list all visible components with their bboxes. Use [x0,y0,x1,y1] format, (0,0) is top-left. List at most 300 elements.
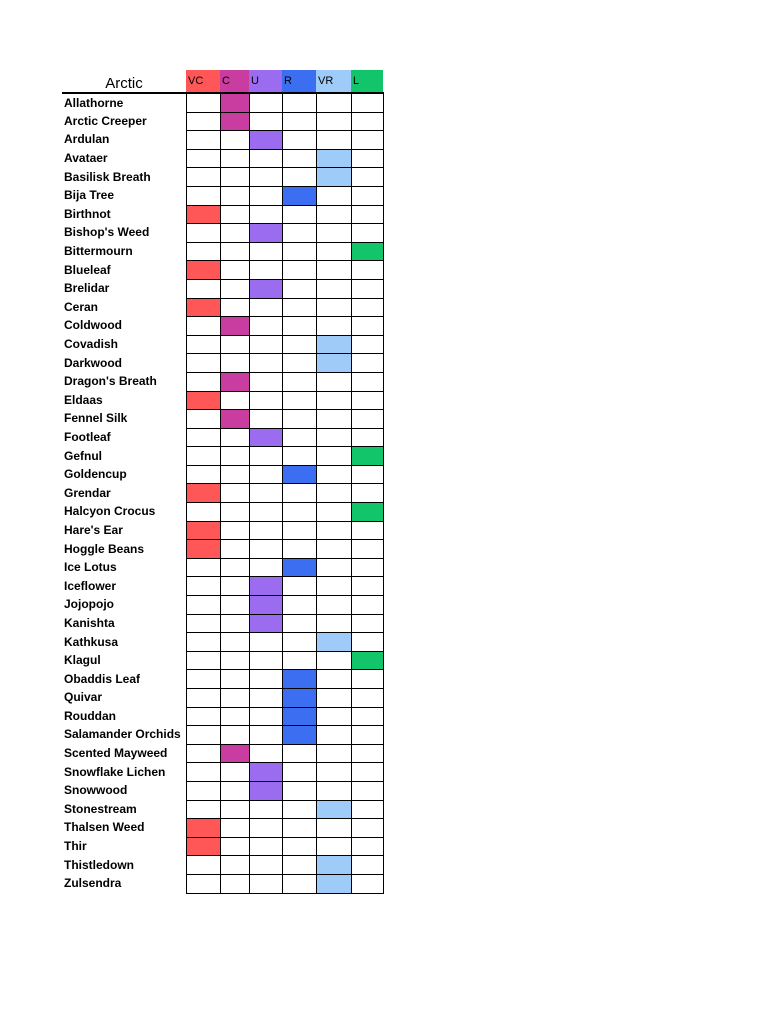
rarity-cell-c [220,521,249,540]
rarity-cell-vc [186,149,220,168]
column-header-c: C [220,70,249,93]
rarity-cell-vr [316,651,351,670]
rarity-cell-vc [186,819,220,838]
rarity-cell-l [351,577,383,596]
rarity-cell-c [220,224,249,243]
rarity-cell-l [351,279,383,298]
rarity-cell-vc [186,354,220,373]
rarity-cell-vc [186,168,220,187]
table-row [62,317,383,336]
rarity-cell-l [351,391,383,410]
rarity-cell-r [282,149,316,168]
header-row [62,70,383,93]
rarity-cell-c [220,837,249,856]
rarity-cell-c [220,763,249,782]
rarity-cell-u [249,874,282,893]
table-row [62,484,383,503]
rarity-cell-r [282,874,316,893]
rarity-cell-r [282,726,316,745]
table-row [62,205,383,224]
rarity-cell-c [220,726,249,745]
rarity-cell-c [220,410,249,429]
rarity-cell-l [351,763,383,782]
rarity-cell-u [249,577,282,596]
rarity-sheet [62,70,384,894]
rarity-cell-c [220,707,249,726]
plant-name: Basilisk Breath [64,169,151,184]
rarity-cell-vr [316,428,351,447]
plant-name: Darkwood [64,355,123,370]
rarity-cell-vc [186,744,220,763]
rarity-cell-r [282,261,316,280]
rarity-cell-c [220,391,249,410]
rarity-cell-vr [316,372,351,391]
rarity-cell-vr [316,577,351,596]
rarity-cell-vr [316,614,351,633]
rarity-cell-c [220,261,249,280]
rarity-cell-l [351,354,383,373]
rarity-cell-vr [316,874,351,893]
rarity-cell-c [220,428,249,447]
rarity-cell-vc [186,521,220,540]
table-row [62,558,383,577]
rarity-cell-l [351,837,383,856]
rarity-cell-c [220,242,249,261]
plant-name: Brelidar [64,281,110,296]
rarity-cell-l [351,670,383,689]
rarity-cell-u [249,800,282,819]
rarity-cell-vc [186,131,220,150]
rarity-cell-l [351,800,383,819]
rarity-cell-l [351,540,383,559]
rarity-cell-c [220,112,249,131]
rarity-cell-c [220,540,249,559]
rarity-cell-r [282,131,316,150]
plant-name: Ice Lotus [64,560,117,575]
table-row [62,726,383,745]
rarity-cell-c [220,298,249,317]
rarity-cell-l [351,689,383,708]
table-row [62,837,383,856]
rarity-cell-r [282,242,316,261]
rarity-cell-r [282,856,316,875]
rarity-cell-vc [186,726,220,745]
table-row [62,465,383,484]
plant-name: Kanishta [64,615,115,630]
rarity-table [62,70,384,894]
rarity-cell-vr [316,317,351,336]
table-row [62,577,383,596]
rarity-cell-vc [186,558,220,577]
plant-name: Bishop's Weed [64,225,150,240]
plant-name: Ceran [64,299,99,314]
rarity-cell-l [351,819,383,838]
rarity-cell-vc [186,856,220,875]
rarity-cell-vc [186,689,220,708]
rarity-cell-u [249,689,282,708]
table-row [62,651,383,670]
rarity-cell-l [351,112,383,131]
plant-rows [62,93,383,893]
plant-name: Salamander Orchids [64,727,181,742]
rarity-cell-c [220,186,249,205]
rarity-cell-vc [186,93,220,112]
rarity-cell-vc [186,186,220,205]
rarity-cell-r [282,670,316,689]
rarity-cell-vr [316,558,351,577]
table-row [62,186,383,205]
rarity-cell-u [249,317,282,336]
plant-name: Blueleaf [64,262,111,277]
rarity-cell-r [282,93,316,112]
column-header-u: U [249,70,282,93]
table-row [62,744,383,763]
plant-name: Obaddis Leaf [64,671,141,686]
rarity-cell-l [351,372,383,391]
rarity-cell-u [249,763,282,782]
rarity-cell-vr [316,465,351,484]
plant-name: Goldencup [64,467,127,482]
rarity-cell-u [249,465,282,484]
rarity-cell-vr [316,744,351,763]
plant-name: Thistledown [64,857,134,872]
rarity-cell-u [249,521,282,540]
rarity-cell-vc [186,837,220,856]
rarity-cell-r [282,428,316,447]
rarity-cell-u [249,372,282,391]
rarity-cell-vr [316,224,351,243]
rarity-cell-vc [186,614,220,633]
rarity-cell-l [351,149,383,168]
rarity-cell-r [282,317,316,336]
plant-name: Scented Mayweed [64,746,168,761]
rarity-cell-l [351,633,383,652]
rarity-cell-vc [186,707,220,726]
rarity-cell-vr [316,707,351,726]
rarity-cell-vc [186,298,220,317]
rarity-cell-c [220,856,249,875]
rarity-cell-r [282,410,316,429]
plant-name: Halcyon Crocus [64,504,156,519]
table-row [62,410,383,429]
rarity-cell-c [220,819,249,838]
table-row [62,447,383,466]
plant-name: Jojopojo [64,597,114,612]
table-row [62,633,383,652]
rarity-cell-r [282,596,316,615]
rarity-cell-u [249,651,282,670]
plant-name: Ardulan [64,132,110,147]
rarity-cell-l [351,224,383,243]
rarity-cell-r [282,168,316,187]
rarity-cell-vc [186,781,220,800]
rarity-cell-r [282,335,316,354]
rarity-cell-vr [316,670,351,689]
plant-name: Arctic Creeper [64,113,147,128]
table-row [62,428,383,447]
rarity-cell-r [282,558,316,577]
rarity-cell-c [220,447,249,466]
rarity-cell-vr [316,837,351,856]
rarity-cell-u [249,540,282,559]
rarity-cell-c [220,317,249,336]
rarity-cell-u [249,93,282,112]
rarity-cell-vr [316,335,351,354]
rarity-cell-vr [316,484,351,503]
rarity-cell-r [282,837,316,856]
sheet-title: Arctic [62,70,186,93]
rarity-cell-u [249,186,282,205]
rarity-cell-c [220,205,249,224]
plant-name: Kathkusa [64,634,119,649]
rarity-cell-vr [316,503,351,522]
rarity-cell-vr [316,763,351,782]
table-row [62,131,383,150]
rarity-cell-u [249,261,282,280]
rarity-cell-r [282,577,316,596]
table-row [62,670,383,689]
rarity-cell-u [249,744,282,763]
rarity-cell-vc [186,317,220,336]
rarity-cell-r [282,484,316,503]
rarity-cell-l [351,168,383,187]
rarity-cell-u [249,391,282,410]
rarity-cell-vc [186,428,220,447]
rarity-cell-r [282,447,316,466]
rarity-cell-r [282,112,316,131]
plant-name: Stonestream [64,801,137,816]
rarity-cell-c [220,577,249,596]
plant-name: Birthnot [64,206,111,221]
rarity-cell-u [249,447,282,466]
rarity-cell-vr [316,447,351,466]
table-row [62,112,383,131]
plant-name: Eldaas [64,392,103,407]
rarity-cell-vr [316,131,351,150]
rarity-cell-vc [186,577,220,596]
rarity-cell-vc [186,261,220,280]
plant-name: Quivar [64,690,103,705]
rarity-cell-r [282,651,316,670]
rarity-cell-c [220,633,249,652]
rarity-cell-u [249,726,282,745]
table-row [62,819,383,838]
plant-name: Iceflower [64,578,117,593]
rarity-cell-vr [316,298,351,317]
rarity-cell-vc [186,465,220,484]
rarity-cell-vr [316,205,351,224]
rarity-cell-vc [186,372,220,391]
table-row [62,224,383,243]
rarity-cell-u [249,410,282,429]
rarity-cell-c [220,874,249,893]
rarity-cell-vr [316,242,351,261]
table-row [62,93,383,112]
rarity-cell-l [351,465,383,484]
table-row [62,242,383,261]
rarity-cell-r [282,354,316,373]
plant-name: Hoggle Beans [64,541,145,556]
rarity-cell-r [282,707,316,726]
rarity-cell-c [220,800,249,819]
rarity-cell-r [282,298,316,317]
rarity-cell-u [249,298,282,317]
rarity-cell-l [351,317,383,336]
rarity-cell-vr [316,856,351,875]
rarity-cell-u [249,781,282,800]
plant-name: Bittermourn [64,244,133,259]
rarity-cell-c [220,465,249,484]
rarity-cell-vc [186,540,220,559]
rarity-cell-r [282,224,316,243]
table-row [62,856,383,875]
rarity-cell-vr [316,279,351,298]
rarity-cell-l [351,428,383,447]
rarity-cell-c [220,558,249,577]
plant-name: Avataer [64,151,108,166]
rarity-cell-c [220,149,249,168]
rarity-cell-r [282,465,316,484]
rarity-cell-l [351,596,383,615]
plant-name: Rouddan [64,708,116,723]
table-row [62,781,383,800]
rarity-cell-vc [186,670,220,689]
rarity-cell-c [220,614,249,633]
rarity-cell-vr [316,540,351,559]
plant-name: Dragon's Breath [64,374,157,389]
rarity-cell-vr [316,726,351,745]
rarity-cell-u [249,112,282,131]
rarity-cell-c [220,596,249,615]
rarity-cell-u [249,279,282,298]
rarity-cell-vr [316,112,351,131]
rarity-cell-l [351,856,383,875]
rarity-cell-vc [186,800,220,819]
table-row [62,335,383,354]
rarity-cell-c [220,131,249,150]
table-row [62,707,383,726]
rarity-cell-vc [186,410,220,429]
rarity-cell-vr [316,819,351,838]
table-row [62,149,383,168]
rarity-cell-l [351,726,383,745]
plant-name: Snowwood [64,783,128,798]
rarity-cell-l [351,93,383,112]
plant-name: Allathorne [64,95,124,110]
rarity-cell-r [282,781,316,800]
rarity-cell-vr [316,781,351,800]
rarity-cell-vc [186,763,220,782]
rarity-cell-l [351,242,383,261]
rarity-cell-vc [186,242,220,261]
rarity-cell-l [351,298,383,317]
table-row [62,391,383,410]
rarity-cell-u [249,707,282,726]
rarity-cell-u [249,837,282,856]
plant-name: Snowflake Lichen [64,764,166,779]
rarity-cell-u [249,484,282,503]
rarity-cell-l [351,261,383,280]
rarity-cell-vr [316,149,351,168]
plant-name: Coldwood [64,318,122,333]
plant-name: Hare's Ear [64,522,123,537]
rarity-cell-c [220,168,249,187]
rarity-cell-l [351,503,383,522]
rarity-cell-vc [186,279,220,298]
rarity-cell-r [282,391,316,410]
table-row [62,521,383,540]
plant-name: Grendar [64,485,111,500]
rarity-cell-c [220,372,249,391]
rarity-cell-vc [186,874,220,893]
rarity-cell-vc [186,391,220,410]
rarity-cell-u [249,131,282,150]
rarity-cell-vr [316,633,351,652]
rarity-cell-l [351,874,383,893]
rarity-cell-vr [316,596,351,615]
table-row [62,689,383,708]
rarity-cell-l [351,484,383,503]
rarity-cell-vr [316,800,351,819]
rarity-cell-vr [316,261,351,280]
rarity-cell-l [351,707,383,726]
rarity-cell-r [282,186,316,205]
rarity-cell-c [220,335,249,354]
rarity-cell-r [282,763,316,782]
rarity-cell-r [282,521,316,540]
rarity-cell-vc [186,205,220,224]
rarity-cell-c [220,651,249,670]
rarity-cell-u [249,354,282,373]
rarity-cell-vr [316,689,351,708]
rarity-cell-vr [316,521,351,540]
rarity-cell-r [282,819,316,838]
rarity-cell-vc [186,596,220,615]
table-row [62,279,383,298]
rarity-cell-u [249,856,282,875]
table-row [62,503,383,522]
rarity-cell-r [282,689,316,708]
table-row [62,354,383,373]
rarity-cell-r [282,744,316,763]
rarity-cell-l [351,186,383,205]
rarity-cell-vr [316,168,351,187]
rarity-cell-r [282,633,316,652]
plant-name: Footleaf [64,429,111,444]
rarity-cell-u [249,335,282,354]
rarity-cell-u [249,224,282,243]
rarity-cell-vr [316,391,351,410]
rarity-cell-l [351,651,383,670]
table-row [62,298,383,317]
rarity-cell-l [351,781,383,800]
table-row [62,614,383,633]
rarity-cell-c [220,354,249,373]
table-row [62,800,383,819]
rarity-cell-l [351,131,383,150]
plant-name: Bija Tree [64,188,115,203]
rarity-cell-u [249,596,282,615]
rarity-cell-u [249,670,282,689]
rarity-cell-vc [186,224,220,243]
rarity-cell-vc [186,484,220,503]
rarity-cell-vr [316,410,351,429]
table-row [62,168,383,187]
rarity-cell-r [282,205,316,224]
rarity-cell-c [220,503,249,522]
rarity-cell-u [249,558,282,577]
rarity-cell-vr [316,186,351,205]
